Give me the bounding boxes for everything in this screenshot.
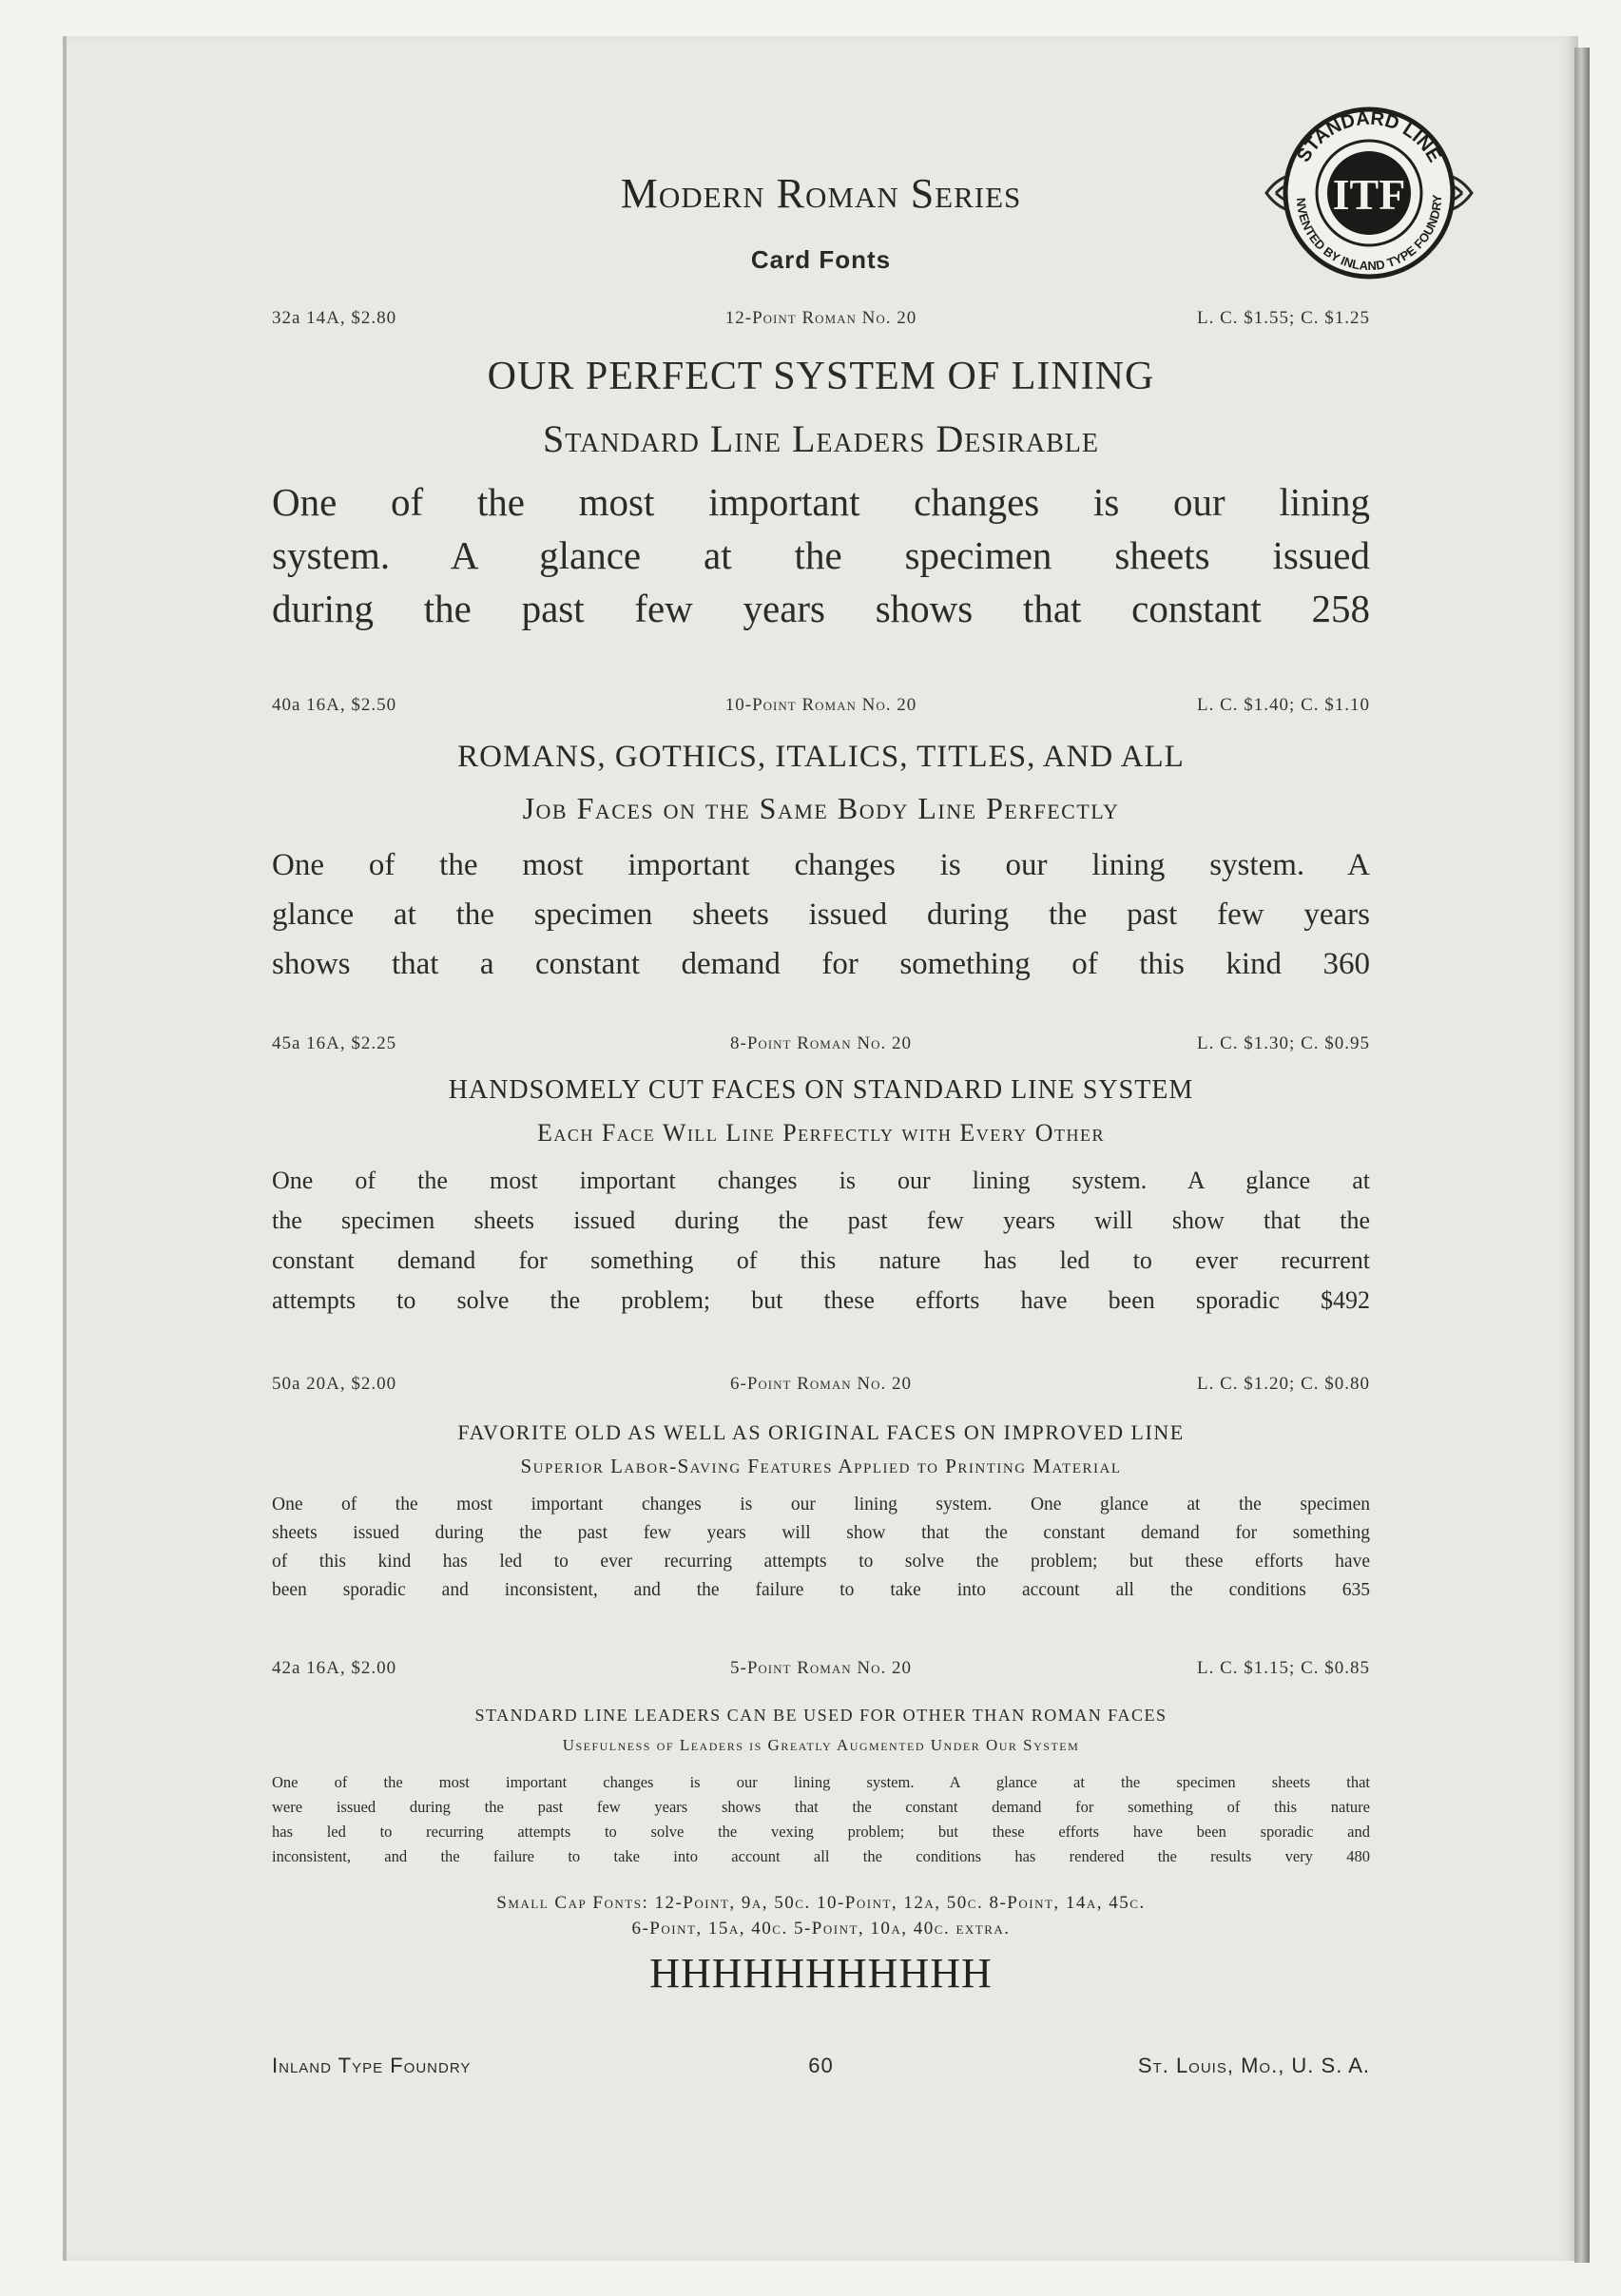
specimen-subhead: Job Faces on the Same Body Line Perfectly <box>522 791 1120 825</box>
seal-top-text: STANDARD LINE <box>1293 107 1445 166</box>
specimen-headline: STANDARD LINE LEADERS CAN BE USED FOR OTHER THAN ROMAN FACES <box>474 1706 1168 1725</box>
body-line: One of the most important changes is our lining system. One glance at the specimen <box>272 1495 1370 1515</box>
size-comparison-h-row: HHHHHHHHHHH <box>649 1950 993 1997</box>
specimen-headline: OUR PERFECT SYSTEM OF LINING <box>487 355 1155 398</box>
page-footer <box>272 2054 1370 2082</box>
font-name: 12-Point Roman No. 20 <box>724 308 917 328</box>
specimen-header <box>272 695 1370 720</box>
seal-monogram: ITF <box>1332 170 1406 219</box>
body-line: attempts to solve the problem; but these efforts have been sporadic $492 <box>272 1286 1370 1314</box>
specimen-body <box>272 1770 1370 1869</box>
specimen-body <box>272 840 1370 989</box>
specimen-body <box>272 1491 1370 1605</box>
body-line: One of the most important changes is our lining system. A glance at <box>272 1167 1370 1194</box>
font-count-price: 45a 16A, $2.25 <box>272 1033 397 1053</box>
footer-location: St. Louis, Mo., U. S. A. <box>1137 2054 1370 2077</box>
font-price-detail: L. C. $1.20; C. $0.80 <box>1197 1374 1370 1394</box>
page-number: 60 <box>808 2054 834 2077</box>
font-count-price: 42a 16A, $2.00 <box>272 1658 397 1678</box>
specimen-header <box>272 1658 1370 1683</box>
small-cap-line: 6-Point, 15a, 40c. 5-Point, 10a, 40c. extra. <box>631 1919 1011 1939</box>
body-line: One of the most important changes is our lining system. A glance at the specimen sheets that <box>272 1773 1370 1791</box>
body-line: glance at the specimen sheets issued during the past few years <box>272 897 1370 932</box>
footer-publisher: Inland Type Foundry <box>272 2054 472 2077</box>
font-price-detail: L. C. $1.55; C. $1.25 <box>1197 308 1370 328</box>
font-price-detail: L. C. $1.40; C. $1.10 <box>1197 695 1370 715</box>
body-line: One of the most important changes is our lining system. A <box>272 848 1370 882</box>
specimen-subhead: Each Face Will Line Perfectly with Every Other <box>536 1119 1106 1147</box>
body-line: were issued during the past few years shows that the constant demand for something of this nature <box>272 1798 1370 1816</box>
font-name: 6-Point Roman No. 20 <box>730 1374 912 1394</box>
specimen-body <box>272 1161 1370 1321</box>
font-price-detail: L. C. $1.30; C. $0.95 <box>1197 1033 1370 1053</box>
font-name: 8-Point Roman No. 20 <box>730 1033 912 1053</box>
small-cap-fonts-note <box>272 1890 1370 1941</box>
specimen-headline: FAVORITE OLD AS WELL AS ORIGINAL FACES ON IMPROVED LINE <box>457 1420 1185 1444</box>
small-cap-line: Small Cap Fonts: 12-Point, 9a, 50c. 10-Point, 12a, 50c. 8-Point, 14a, 45c. <box>496 1893 1146 1913</box>
body-line: the specimen sheets issued during the past few years will show that the <box>272 1206 1370 1234</box>
specimen-header <box>272 308 1370 333</box>
body-line: been sporadic and inconsistent, and the failure to take into account all the conditions 635 <box>272 1580 1370 1600</box>
series-title: Modern Roman Series <box>620 170 1022 217</box>
seal-bottom-text: NVENTED BY INLAND TYPE FOUNDRY <box>1293 194 1445 274</box>
specimen-header <box>272 1033 1370 1058</box>
font-name: 10-Point Roman No. 20 <box>724 695 917 715</box>
specimen-subhead: Standard Line Leaders Desirable <box>543 417 1099 460</box>
card-fonts-subtitle: Card Fonts <box>750 245 892 274</box>
body-line: of this kind has led to ever recurring attempts to solve the problem; but these efforts have <box>272 1552 1370 1572</box>
specimen-subhead: Superior Labor-Saving Features Applied to Printing Material <box>520 1455 1122 1477</box>
body-line: sheets issued during the past few years will show that the constant demand for something <box>272 1523 1370 1543</box>
font-count-price: 40a 16A, $2.50 <box>272 695 397 715</box>
specimen-header <box>272 1374 1370 1399</box>
body-line: has led to recurring attempts to solve the vexing problem; but these efforts have been sporadic and <box>272 1823 1370 1841</box>
font-count-price: 50a 20A, $2.00 <box>272 1374 397 1394</box>
body-line: system. A glance at the specimen sheets issued <box>272 533 1370 577</box>
page-spine <box>1574 48 1590 2263</box>
body-line: constant demand for something of this nature has led to ever recurrent <box>272 1246 1370 1274</box>
body-line: inconsistent, and the failure to take into account all the conditions has rendered the results very 480 <box>272 1847 1370 1865</box>
font-count-price: 32a 14A, $2.80 <box>272 308 397 328</box>
body-line: shows that a constant demand for something of this kind 360 <box>272 947 1370 981</box>
specimen-headline: ROMANS, GOTHICS, ITALICS, TITLES, AND ALL <box>457 740 1185 774</box>
font-name: 5-Point Roman No. 20 <box>730 1658 912 1678</box>
specimen-headline: HANDSOMELY CUT FACES ON STANDARD LINE SYSTEM <box>448 1075 1194 1105</box>
specimen-subhead: Usefulness of Leaders is Greatly Augmented Under Our System <box>562 1736 1080 1754</box>
body-line: during the past few years shows that constant 258 <box>272 587 1370 630</box>
font-price-detail: L. C. $1.15; C. $0.85 <box>1197 1658 1370 1678</box>
specimen-body <box>272 475 1370 635</box>
body-line: One of the most important changes is our lining <box>272 480 1370 524</box>
